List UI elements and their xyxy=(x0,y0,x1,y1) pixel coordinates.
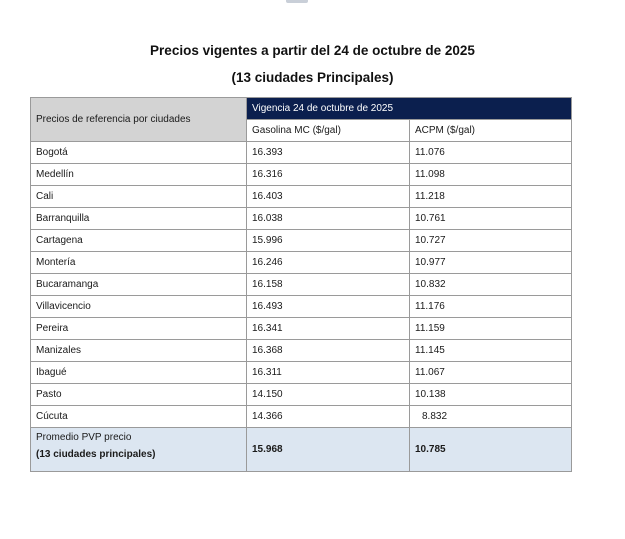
gasolina-cell: 16.341 xyxy=(247,318,410,340)
gasolina-cell: 16.368 xyxy=(247,340,410,362)
city-cell: Bucaramanga xyxy=(31,274,247,296)
table-row xyxy=(31,384,572,406)
average-label xyxy=(31,428,247,472)
city-cell: Ibagué xyxy=(31,362,247,384)
acpm-cell: 10.832 xyxy=(410,274,572,296)
gasolina-cell: 16.316 xyxy=(247,164,410,186)
city-cell: Manizales xyxy=(31,340,247,362)
acpm-cell: 8.832 xyxy=(410,406,572,428)
acpm-cell: 11.159 xyxy=(410,318,572,340)
vigencia-header: Vigencia 24 de octubre de 2025 xyxy=(247,98,572,120)
acpm-cell: 11.098 xyxy=(410,164,572,186)
city-cell: Pasto xyxy=(31,384,247,406)
acpm-cell: 11.067 xyxy=(410,362,572,384)
table-row xyxy=(31,208,572,230)
gasolina-cell: 16.038 xyxy=(247,208,410,230)
table-row xyxy=(31,362,572,384)
acpm-cell: 11.076 xyxy=(410,142,572,164)
average-gasolina: 15.968 xyxy=(247,428,410,472)
average-label-line2: (13 ciudades principales) xyxy=(36,449,156,460)
city-cell: Cali xyxy=(31,186,247,208)
city-cell: Barranquilla xyxy=(31,208,247,230)
acpm-cell: 11.218 xyxy=(410,186,572,208)
table-row xyxy=(31,296,572,318)
gasolina-column-header: Gasolina MC ($/gal) xyxy=(247,120,410,142)
gasolina-cell: 16.493 xyxy=(247,296,410,318)
gasolina-cell: 15.996 xyxy=(247,230,410,252)
top-logo-fragment xyxy=(286,0,308,3)
acpm-column-header: ACPM ($/gal) xyxy=(410,120,572,142)
gasolina-cell: 16.158 xyxy=(247,274,410,296)
fuel-prices-table xyxy=(30,97,572,472)
table-row xyxy=(31,406,572,428)
acpm-cell: 11.176 xyxy=(410,296,572,318)
gasolina-cell: 14.150 xyxy=(247,384,410,406)
table-row xyxy=(31,164,572,186)
city-column-header: Precios de referencia por ciudades xyxy=(31,98,247,142)
table-row xyxy=(31,142,572,164)
page-title: Precios vigentes a partir del 24 de octubre de 2025 xyxy=(150,43,475,58)
acpm-cell: 10.138 xyxy=(410,384,572,406)
city-cell: Bogotá xyxy=(31,142,247,164)
gasolina-cell: 16.246 xyxy=(247,252,410,274)
average-label-line1: Promedio PVP precio xyxy=(36,432,132,443)
acpm-cell: 10.761 xyxy=(410,208,572,230)
acpm-cell: 11.145 xyxy=(410,340,572,362)
acpm-cell: 10.727 xyxy=(410,230,572,252)
gasolina-cell: 14.366 xyxy=(247,406,410,428)
table-row xyxy=(31,274,572,296)
gasolina-cell: 16.403 xyxy=(247,186,410,208)
gasolina-cell: 16.311 xyxy=(247,362,410,384)
table-row xyxy=(31,318,572,340)
acpm-cell: 10.977 xyxy=(410,252,572,274)
city-cell: Montería xyxy=(31,252,247,274)
gasolina-cell: 16.393 xyxy=(247,142,410,164)
table-row xyxy=(31,340,572,362)
table-row xyxy=(31,186,572,208)
average-row xyxy=(31,428,572,472)
city-cell: Cartagena xyxy=(31,230,247,252)
city-cell: Pereira xyxy=(31,318,247,340)
average-acpm: 10.785 xyxy=(410,428,572,472)
page-subtitle: (13 ciudades Principales) xyxy=(231,70,394,85)
table-row xyxy=(31,230,572,252)
city-cell: Villavicencio xyxy=(31,296,247,318)
city-cell: Medellín xyxy=(31,164,247,186)
table-row xyxy=(31,252,572,274)
city-cell: Cúcuta xyxy=(31,406,247,428)
